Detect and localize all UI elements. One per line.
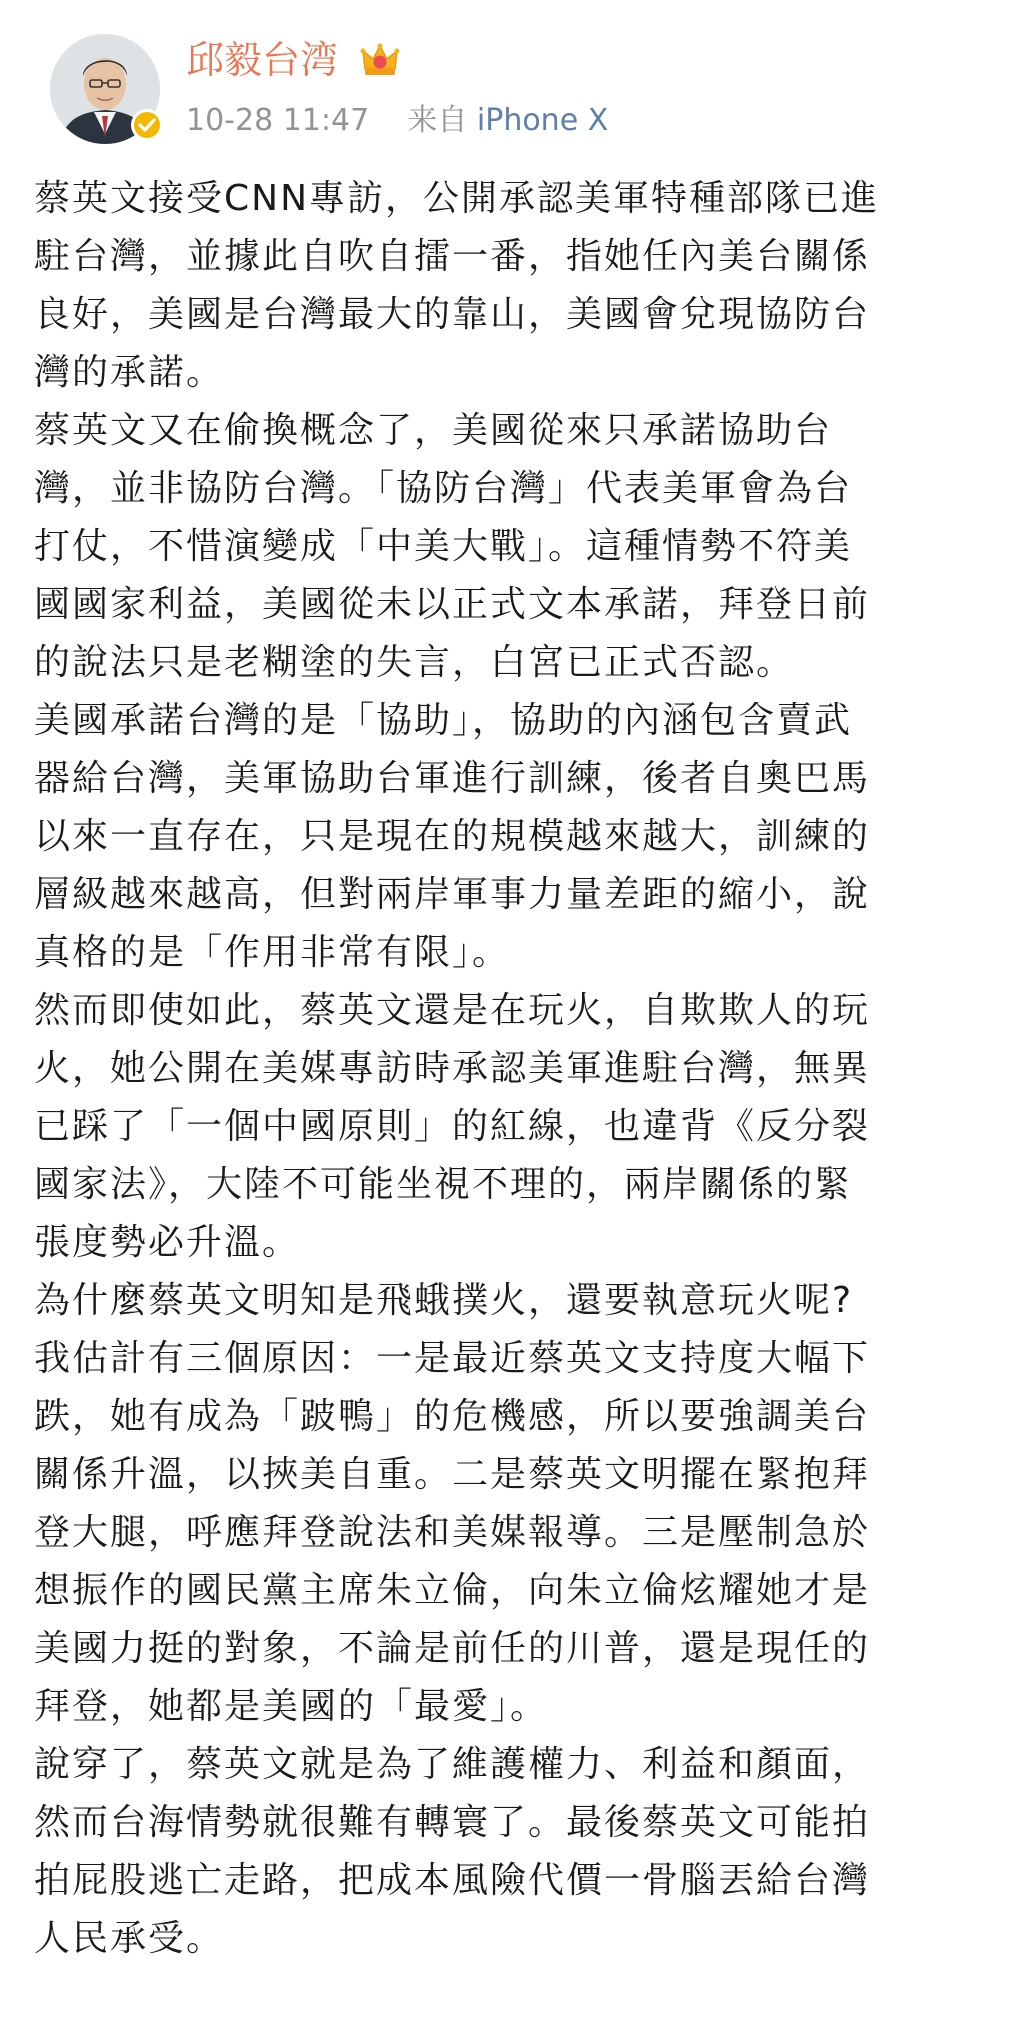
text-line: 已踩了「一個中國原則」的紅線，也違背《反分裂 (34, 1106, 871, 1147)
text-line: 蔡英文又在偷換概念了，美國從來只承諾協助台 (34, 410, 833, 451)
text-line: 的說法只是老糊塗的失言，白宮已正式否認。 (34, 642, 795, 683)
post-source-link[interactable]: iPhone X (476, 103, 609, 138)
text-line: 真格的是「作用非常有限」。 (34, 932, 511, 973)
text-line: 人民承受。 (34, 1918, 225, 1959)
text-line: 蔡英文接受CNN專訪，公開承認美軍特種部隊已進 (34, 178, 879, 219)
text-line: 登大腿，呼應拜登說法和美媒報導。三是壓制急於 (34, 1512, 871, 1553)
source-prefix: 来自 (407, 103, 468, 138)
post-header (0, 0, 1023, 160)
author-name[interactable]: 邱毅台湾 (186, 38, 339, 82)
text-line: 然而即使如此，蔡英文還是在玩火，自欺欺人的玩 (34, 990, 871, 1031)
text-line: 良好，美國是台灣最大的靠山，美國會兌現協防台 (34, 294, 871, 335)
text-line: 我估計有三個原因：一是最近蔡英文支持度大幅下 (34, 1338, 871, 1379)
paragraph (34, 1736, 994, 1968)
paragraph (34, 982, 994, 1272)
text-line: 拜登，她都是美國的「最愛」。 (34, 1686, 549, 1727)
paragraph (34, 1330, 994, 1736)
avatar-container[interactable] (50, 34, 160, 144)
text-line: 火，她公開在美媒專訪時承認美軍進駐台灣，無異 (34, 1048, 871, 1089)
text-line: 然而台海情勢就很難有轉寰了。最後蔡英文可能拍 (34, 1802, 871, 1843)
paragraph (34, 402, 994, 692)
text-line: 國家法》，大陸不可能坐視不理的，兩岸關係的緊 (34, 1164, 853, 1205)
post-timestamp: 10-28 11:47 (186, 103, 370, 138)
text-line: 說穿了，蔡英文就是為了維護權力、利益和顏面， (34, 1744, 871, 1785)
crown-icon[interactable] (358, 38, 402, 82)
text-line: 拍屁股逃亡走路，把成本風險代價一骨腦丟給台灣 (34, 1860, 871, 1901)
text-line: 想振作的國民黨主席朱立倫，向朱立倫炫耀她才是 (34, 1570, 871, 1611)
text-line: 跌，她有成為「跛鴨」的危機感，所以要強調美台 (34, 1396, 871, 1437)
verified-icon (130, 108, 164, 142)
post-meta (186, 101, 608, 141)
text-line: 器給台灣，美軍協助台軍進行訓練，後者自奧巴馬 (34, 758, 871, 799)
post-body (34, 170, 994, 1968)
text-line: 灣的承諾。 (34, 352, 225, 393)
text-line: 張度勢必升溫。 (34, 1222, 301, 1263)
text-line: 美國承諾台灣的是「協助」，協助的內涵包含賣武 (34, 700, 853, 741)
text-line: 駐台灣，並據此自吹自擂一番，指她任內美台關係 (34, 236, 871, 277)
text-line: 以來一直存在，只是現在的規模越來越大，訓練的 (34, 816, 871, 857)
text-line: 關係升溫，以挾美自重。二是蔡英文明擺在緊抱拜 (34, 1454, 871, 1495)
text-line: 國國家利益，美國從未以正式文本承諾，拜登日前 (34, 584, 871, 625)
paragraph (34, 1272, 994, 1330)
text-line: 為什麼蔡英文明知是飛蛾撲火，還要執意玩火呢? (34, 1280, 854, 1321)
text-line: 灣，並非協防台灣。「協防台灣」代表美軍會為台 (34, 468, 853, 509)
paragraph (34, 692, 994, 982)
paragraph (34, 170, 994, 402)
text-line: 打仗，不惜演變成「中美大戰」。這種情勢不符美 (34, 526, 853, 567)
text-line: 層級越來越高，但對兩岸軍事力量差距的縮小，說 (34, 874, 871, 915)
text-line: 美國力挺的對象，不論是前任的川普，還是現任的 (34, 1628, 871, 1669)
